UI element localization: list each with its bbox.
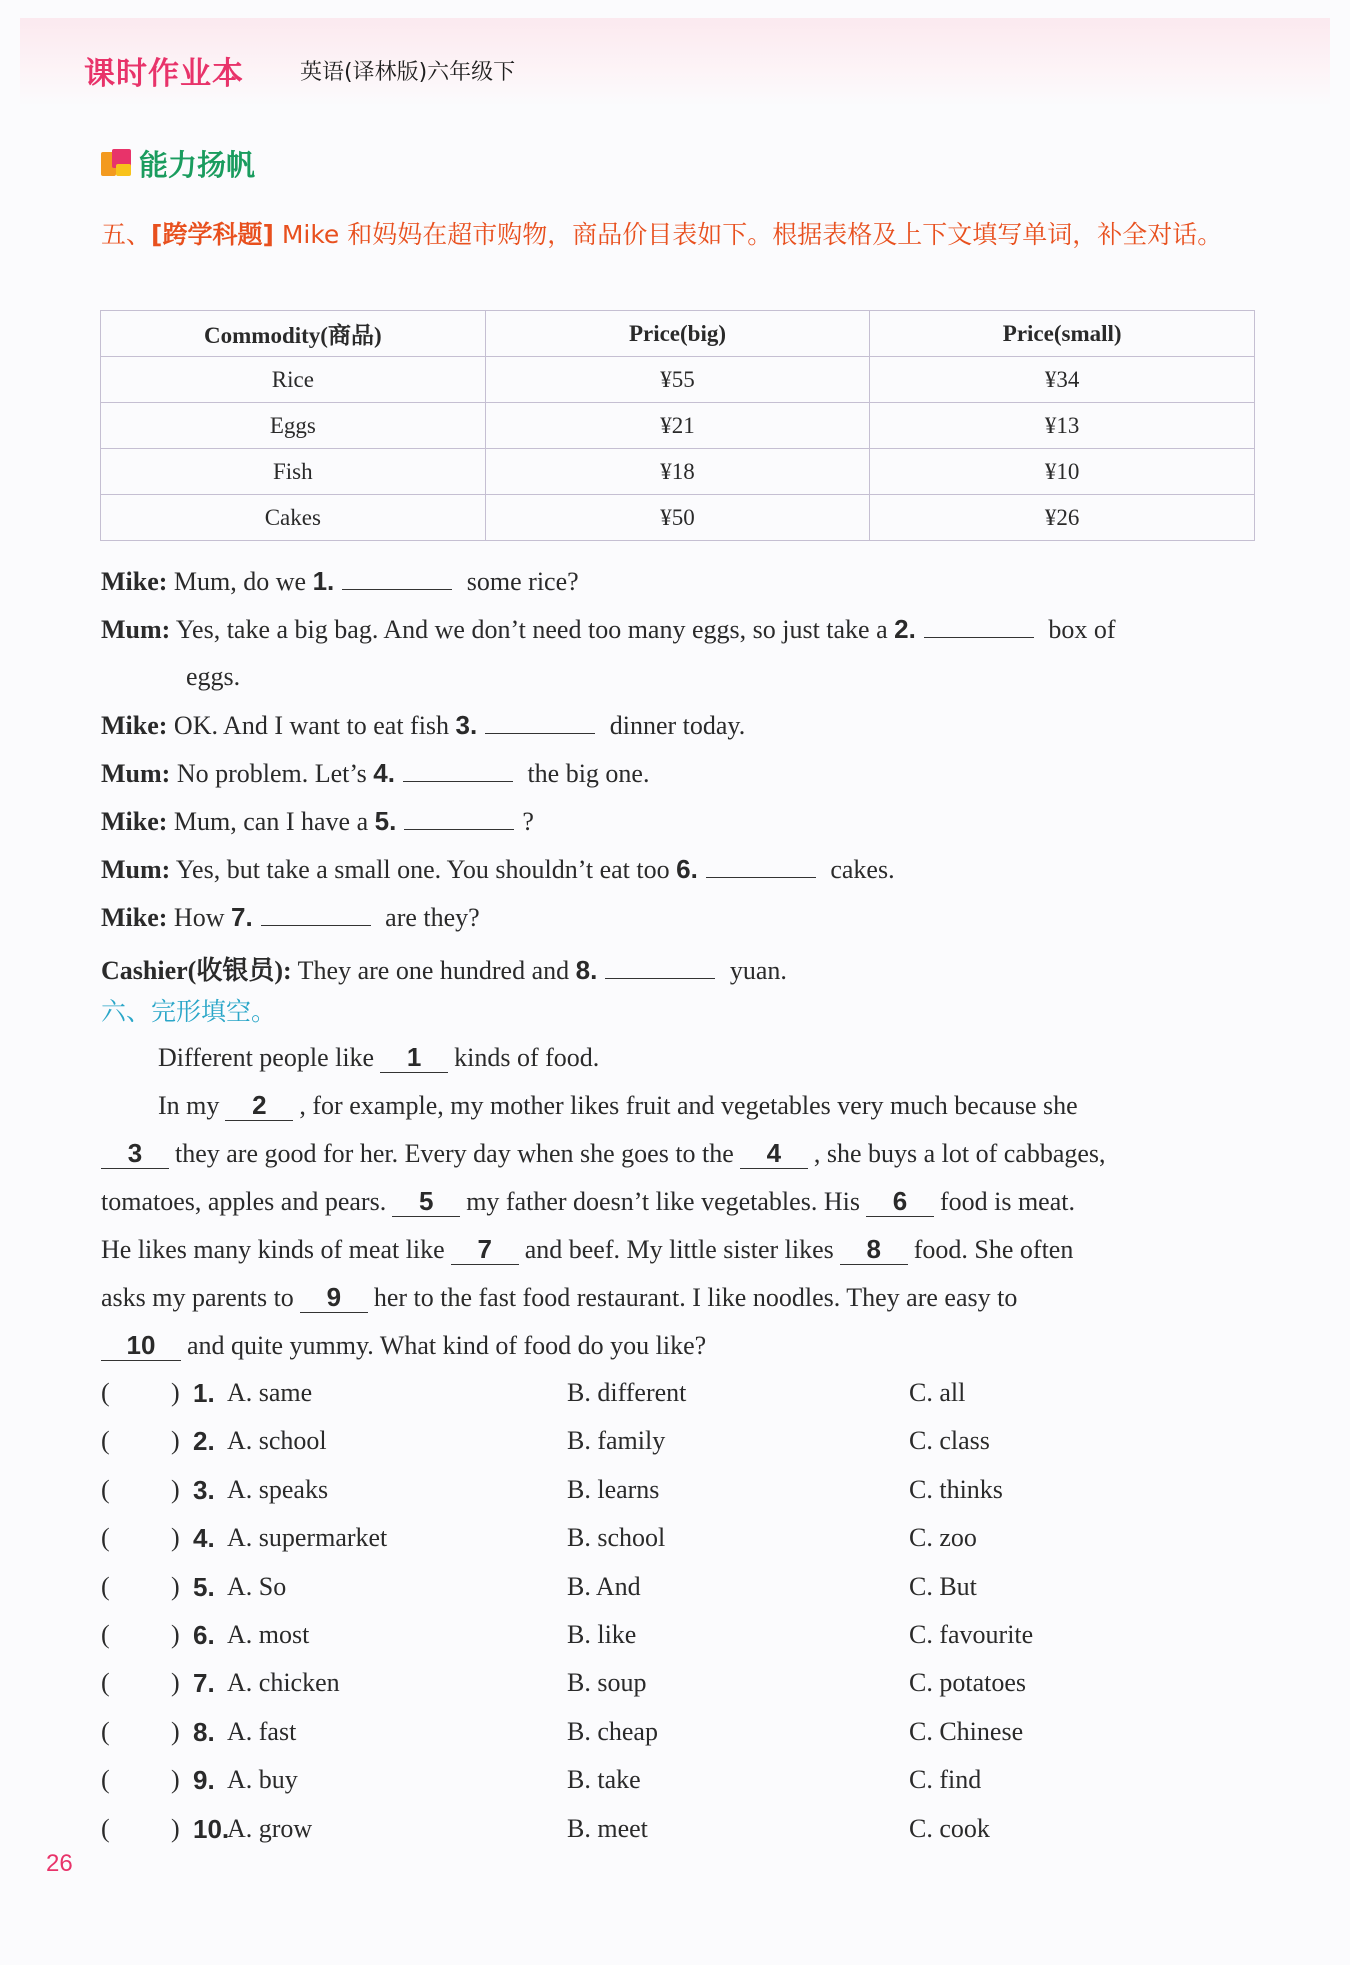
option-a[interactable]: A. school — [227, 1426, 327, 1456]
dialogue-text: No problem. Let’s — [176, 759, 367, 788]
passage-text: my father doesn’t like vegetables. His — [466, 1187, 860, 1216]
option-a[interactable]: A. grow — [227, 1813, 313, 1843]
option-b[interactable]: B. cheap — [567, 1716, 658, 1746]
answer-blank[interactable] — [706, 855, 816, 878]
cloze-gap[interactable]: 10 — [101, 1330, 181, 1361]
dialogue-line — [101, 950, 787, 987]
option-number: 5. — [193, 1571, 215, 1602]
option-c[interactable]: C. find — [909, 1765, 982, 1795]
option-row — [101, 1668, 1261, 1708]
dialogue-text: box of — [1048, 615, 1116, 644]
dialogue-text: the big one. — [527, 759, 650, 788]
passage-text: tomatoes, apples and pears. — [101, 1187, 387, 1216]
option-number: 3. — [193, 1474, 215, 1505]
passage-text: and beef. My little sister likes — [524, 1235, 834, 1264]
passage-text: kinds of food. — [454, 1043, 600, 1072]
table-row — [101, 449, 1255, 495]
table-cell: Cakes — [101, 495, 486, 541]
blank-number: 7. — [230, 902, 253, 932]
option-a[interactable]: A. most — [227, 1620, 310, 1649]
speaker: Mike: — [101, 567, 168, 596]
passage-text: asks my parents to — [101, 1283, 294, 1312]
answer-blank[interactable] — [404, 807, 514, 830]
answer-blank[interactable] — [342, 567, 452, 590]
table-header-row — [101, 311, 1255, 357]
speaker: Mum: — [101, 759, 171, 788]
blank-number: 8. — [575, 955, 598, 985]
option-b[interactable]: B. And — [567, 1571, 641, 1601]
table-row — [101, 403, 1255, 449]
passage-text: Different people like — [158, 1043, 375, 1072]
dialogue-text: Mum, do we — [173, 567, 307, 596]
option-row — [101, 1523, 1261, 1563]
option-number: 7. — [193, 1668, 215, 1699]
option-number: 10. — [193, 1813, 230, 1844]
answer-paren-close: ) — [171, 1378, 180, 1407]
brand-title: 课时作业本 — [84, 56, 244, 92]
option-number: 9. — [193, 1765, 215, 1796]
section-title: 能力扬帆 — [139, 148, 256, 182]
passage-line — [158, 1042, 1313, 1073]
passage-text: , she buys a lot of cabbages, — [813, 1139, 1106, 1168]
answer-blank[interactable] — [605, 956, 715, 979]
passage-line — [101, 1234, 1256, 1265]
answer-blank[interactable] — [261, 903, 371, 926]
option-row — [101, 1572, 1261, 1612]
price-table — [100, 310, 1255, 541]
dialogue-line — [101, 854, 895, 885]
option-c[interactable]: C. thinks — [909, 1474, 1003, 1504]
section-heading — [101, 143, 255, 184]
cloze-gap[interactable]: 5 — [392, 1186, 460, 1217]
table-cell: Eggs — [101, 403, 486, 449]
option-number: 1. — [193, 1378, 215, 1408]
option-b[interactable]: B. different — [567, 1378, 687, 1407]
table-row — [101, 357, 1255, 403]
dialogue-line — [101, 566, 579, 597]
answer-paren-close: ) — [171, 1813, 180, 1843]
dialogue-text: Yes, but take a small one. You shouldn’t eat too — [175, 855, 670, 884]
passage-line — [101, 1282, 1256, 1313]
passage-text: and quite yummy. What kind of food do you like? — [187, 1331, 707, 1360]
dialogue-line — [101, 710, 745, 741]
answer-paren-close: ) — [171, 1765, 180, 1795]
answer-paren-close: ) — [171, 1523, 180, 1553]
answer-paren-open[interactable]: ( — [101, 1716, 110, 1746]
page-number: 26 — [46, 1850, 73, 1877]
answer-paren-close: ) — [171, 1716, 180, 1746]
answer-blank[interactable] — [485, 711, 595, 734]
option-row — [101, 1475, 1261, 1515]
cloze-gap[interactable]: 6 — [866, 1186, 934, 1217]
option-row — [101, 1765, 1261, 1805]
question-text: Mike 和妈妈在超市购物，商品价目表如下。根据表格及上下文填写单词，补全对话。 — [273, 220, 1223, 249]
option-a[interactable]: A. chicken — [227, 1668, 340, 1698]
dialogue-text: some rice? — [466, 567, 579, 596]
cloze-gap[interactable]: 8 — [840, 1234, 908, 1265]
speaker: Mum: — [101, 855, 171, 884]
answer-paren-close: ) — [171, 1474, 180, 1504]
option-b[interactable]: B. soup — [567, 1668, 647, 1698]
table-row — [101, 495, 1255, 541]
dialogue-text: Yes, take a big bag. And we don’t need too many eggs, so just take a — [175, 615, 888, 644]
option-c[interactable]: C. But — [909, 1571, 977, 1601]
sail-flag-icon — [101, 149, 131, 179]
dialogue-text: How — [173, 903, 225, 932]
question-number: 五、 — [101, 220, 152, 249]
cloze-gap[interactable]: 1 — [380, 1042, 448, 1073]
option-b[interactable]: B. take — [567, 1765, 641, 1795]
table-cell: Rice — [101, 357, 486, 403]
answer-paren-close: ) — [171, 1668, 180, 1698]
dialogue-text: Mum, can I have a — [173, 807, 369, 836]
cloze-gap[interactable]: 2 — [225, 1090, 293, 1121]
option-a[interactable]: A. same — [227, 1378, 313, 1407]
cloze-gap[interactable]: 7 — [451, 1234, 519, 1265]
blank-number: 1. — [312, 566, 335, 596]
option-c[interactable]: C. Chinese — [909, 1716, 1024, 1746]
passage-text: In my — [158, 1091, 220, 1120]
blank-number: 3. — [455, 710, 478, 740]
dialogue-text: They are one hundred and — [297, 956, 570, 985]
speaker: Mike: — [101, 807, 168, 836]
option-a[interactable]: A. So — [227, 1571, 287, 1601]
blank-number: 2. — [894, 614, 916, 644]
cloze-gap[interactable]: 4 — [740, 1138, 808, 1169]
dialogue-line — [101, 758, 649, 789]
option-c[interactable]: C. all — [909, 1378, 966, 1407]
option-c[interactable]: C. potatoes — [909, 1668, 1026, 1698]
answer-blank[interactable] — [924, 615, 1034, 638]
dialogue-text: OK. And I want to eat fish — [173, 711, 450, 740]
option-row — [101, 1620, 1261, 1660]
speaker: Mum: — [101, 615, 171, 644]
blank-number: 6. — [676, 854, 698, 884]
passage-line — [101, 1186, 1256, 1217]
question-5-instruction — [101, 210, 1261, 260]
passage-text: He likes many kinds of meat like — [101, 1235, 445, 1264]
option-c[interactable]: C. cook — [909, 1813, 990, 1843]
answer-paren-close: ) — [171, 1571, 180, 1601]
option-c[interactable]: C. zoo — [909, 1523, 977, 1553]
option-number: 8. — [193, 1716, 215, 1747]
table-header: Commodity(商品) — [101, 311, 486, 357]
option-a[interactable]: A. speaks — [227, 1474, 329, 1504]
cloze-gap[interactable]: 3 — [101, 1138, 169, 1169]
question-tag: [跨学科题] — [151, 220, 274, 249]
option-a[interactable]: A. supermarket — [227, 1523, 388, 1553]
option-a[interactable]: A. fast — [227, 1716, 297, 1746]
option-number: 2. — [193, 1426, 215, 1457]
cloze-gap[interactable]: 9 — [300, 1282, 368, 1313]
answer-blank[interactable] — [403, 759, 513, 782]
answer-paren-open[interactable]: ( — [101, 1765, 110, 1795]
answer-paren-open[interactable]: ( — [101, 1426, 110, 1456]
answer-paren-open[interactable]: ( — [101, 1620, 110, 1649]
dialogue-line — [101, 806, 534, 837]
speaker: Mike: — [101, 903, 168, 932]
table-cell: ¥18 — [485, 449, 870, 495]
option-c[interactable]: C. class — [909, 1426, 990, 1456]
answer-paren-open[interactable]: ( — [101, 1378, 110, 1407]
passage-text: her to the fast food restaurant. I like noodles. They are easy to — [373, 1283, 1018, 1312]
option-b[interactable]: B. family — [567, 1426, 666, 1456]
table-cell: Fish — [101, 449, 486, 495]
answer-paren-open[interactable]: ( — [101, 1571, 110, 1601]
option-number: 4. — [193, 1523, 215, 1554]
table-header: Price(small) — [870, 311, 1255, 357]
answer-paren-open[interactable]: ( — [101, 1813, 110, 1843]
option-b[interactable]: B. school — [567, 1523, 666, 1553]
dialogue-line — [186, 662, 240, 692]
option-row — [101, 1814, 1261, 1854]
option-b[interactable]: B. meet — [567, 1813, 648, 1843]
table-cell: ¥26 — [870, 495, 1255, 541]
speaker: Mike: — [101, 711, 168, 740]
answer-paren-close: ) — [171, 1620, 180, 1649]
passage-line — [158, 1090, 1313, 1121]
option-c[interactable]: C. favourite — [909, 1620, 1034, 1649]
option-number: 6. — [193, 1620, 215, 1650]
table-cell: ¥13 — [870, 403, 1255, 449]
answer-paren-open[interactable]: ( — [101, 1474, 110, 1504]
table-cell: ¥55 — [485, 357, 870, 403]
dialogue-line — [101, 902, 480, 933]
option-b[interactable]: B. like — [567, 1620, 637, 1649]
option-b[interactable]: B. learns — [567, 1474, 660, 1504]
passage-text: they are good for her. Every day when she goes to the — [175, 1139, 734, 1168]
passage-line — [101, 1138, 1256, 1169]
answer-paren-open[interactable]: ( — [101, 1668, 110, 1698]
table-cell: ¥10 — [870, 449, 1255, 495]
option-row — [101, 1717, 1261, 1757]
dialogue-text: ? — [522, 807, 534, 836]
passage-text: food is meat. — [939, 1187, 1075, 1216]
passage-line — [101, 1330, 1256, 1361]
answer-paren-open[interactable]: ( — [101, 1523, 110, 1553]
passage-text: , for example, my mother likes fruit and vegetables very much because she — [299, 1091, 1078, 1120]
answer-paren-close: ) — [171, 1426, 180, 1456]
option-a[interactable]: A. buy — [227, 1765, 298, 1795]
dialogue-line — [101, 614, 1261, 645]
blank-number: 4. — [373, 758, 395, 788]
option-row — [101, 1378, 1261, 1418]
book-title: 英语(译林版)六年级下 — [300, 60, 516, 85]
table-cell: ¥34 — [870, 357, 1255, 403]
dialogue-text: yuan. — [729, 956, 787, 985]
dialogue-text: are they? — [385, 903, 480, 932]
passage-text: food. She often — [913, 1235, 1074, 1264]
dialogue-text: eggs. — [186, 662, 241, 691]
speaker: Cashier(收银员): — [101, 956, 292, 985]
dialogue-text: dinner today. — [609, 711, 746, 740]
option-row — [101, 1426, 1261, 1466]
table-header: Price(big) — [485, 311, 870, 357]
table-cell: ¥50 — [485, 495, 870, 541]
dialogue-text: cakes. — [830, 855, 895, 884]
question-6-title: 六、完形填空。 — [101, 997, 277, 1026]
table-cell: ¥21 — [485, 403, 870, 449]
blank-number: 5. — [374, 806, 397, 836]
